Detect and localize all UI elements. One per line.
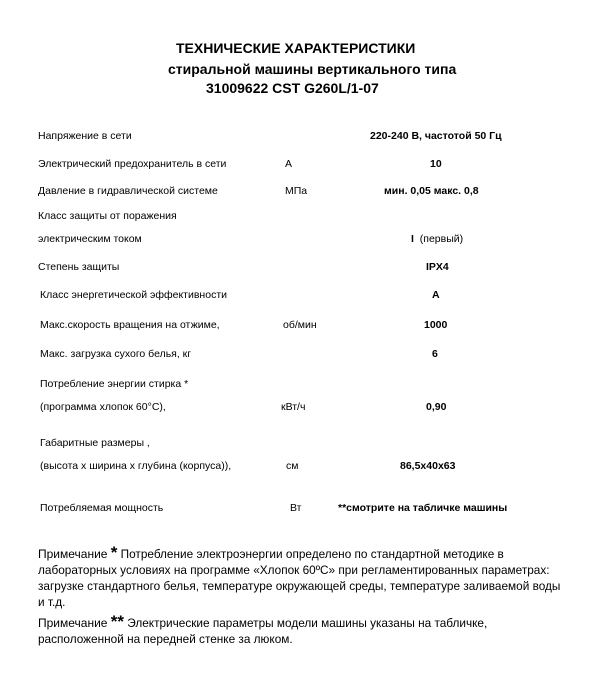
spec-value-voltage: 220-240 В, частотой 50 Гц [370, 130, 502, 142]
spec-value-fuse: 10 [430, 158, 442, 170]
spec-unit-spin-speed: об/мин [283, 319, 317, 331]
spec-label-energy-class: Класс энергетической эффективности [40, 289, 227, 301]
spec-label-pressure: Давление в гидравлической системе [38, 185, 218, 197]
spec-value-max-load: 6 [432, 348, 438, 360]
spec-label-protection-class: Класс защиты от поражения [38, 210, 177, 222]
spec-unit-fuse: А [285, 158, 293, 170]
spec-value-dimensions: 86,5х40х63 [400, 460, 456, 472]
spec-label-spin-speed: Макс.скорость вращения на отжиме, [40, 319, 220, 331]
spec-label-energy-consumption-line2: (программа хлопок 60°С), [40, 401, 166, 413]
document-subtitle: стиральной машины вертикального типа [168, 61, 457, 77]
spec-label-power: Потребляемая мощность [40, 502, 164, 514]
spec-label-dimensions-line2: (высота х ширина х глубина (корпуса)), [40, 460, 232, 472]
spec-label-max-load: Макс. загрузка сухого белья, кг [40, 348, 192, 360]
spec-value-pressure: мин. 0,05 макс. 0,8 [384, 185, 479, 197]
spec-value-protection-class: I (первый) [411, 233, 464, 245]
spec-label-energy-consumption: Потребление энергии стирка * [40, 378, 189, 390]
document-title: ТЕХНИЧЕСКИЕ ХАРАКТЕРИСТИКИ [176, 40, 416, 56]
footnote-marker: ** [110, 612, 124, 631]
model-number: 31009622 CST G260L/1-07 [206, 80, 379, 96]
spec-unit-dimensions: см [286, 460, 299, 472]
footnote-energy [38, 543, 568, 610]
spec-label-fuse: Электрический предохранитель в сети [38, 158, 227, 170]
spec-label-dimensions: Габаритные размеры , [40, 437, 150, 449]
spec-label-voltage: Напряжение в сети [38, 130, 132, 142]
footnote-marker: * [110, 543, 118, 562]
spec-unit-energy-consumption: кВт/ч [281, 401, 306, 413]
footnote-label: Примечание [38, 616, 108, 630]
footnote-text: Электрические параметры модели машины указаны на табличке, расположенной на передней стенке за люком. [38, 616, 488, 646]
spec-value-spin-speed: 1000 [424, 319, 448, 331]
spec-value-energy-consumption: 0,90 [426, 401, 447, 413]
footnote-electrical [38, 612, 568, 647]
spec-unit-pressure: МПа [285, 185, 308, 197]
spec-value-ip-rating: IPX4 [426, 261, 449, 273]
spec-label-protection-class-line2: электрическим током [38, 233, 142, 245]
spec-value-power: **смотрите на табличке машины [338, 502, 508, 514]
footnote-label: Примечание [38, 547, 108, 561]
spec-value-energy-class: A [432, 289, 440, 301]
footnote-text: Потребление электроэнергии определено по стандартной методике в лабораторных условиях на программе «Хлопок 60ºС» при регламентированных параметрах: загрузке стандартного белья, температуре окружающей среды, температуре заливаемой воды и т.д. [38, 547, 561, 609]
spec-unit-power: Вт [290, 502, 302, 514]
spec-label-ip-rating: Степень защиты [38, 261, 120, 273]
